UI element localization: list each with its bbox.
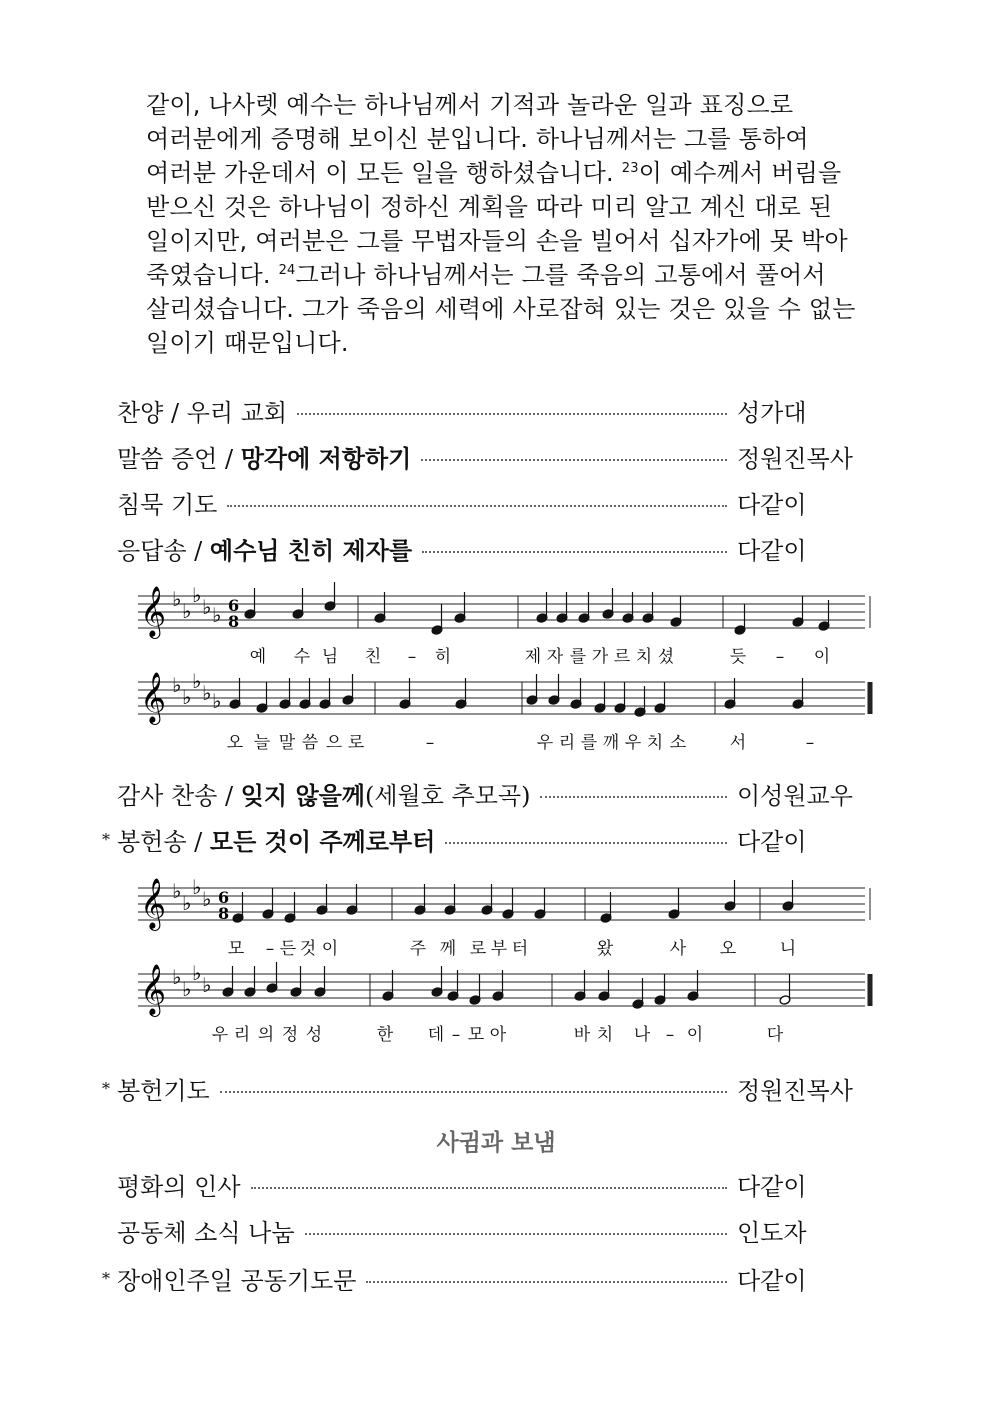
scripture-line: 일이지만, 여러분은 그를 무법자들의 손을 빌어서 십자가에 못 박아 (146, 227, 848, 255)
lyric-syllable: 으 (325, 733, 343, 753)
scripture-line: 같이, 나사렛 예수는 하나님께서 기적과 놀라운 일과 표징으로 (146, 91, 794, 119)
treble-clef: 𝄞 (140, 878, 167, 929)
lyric-syllable: – (407, 647, 417, 667)
flat-sign: ♭ (182, 977, 192, 1001)
flat-sign: ♭ (172, 587, 182, 611)
lyric-syllable: 모 (227, 939, 245, 959)
lyric-syllable: 아 (489, 1025, 507, 1045)
lyric-syllable: 것 (299, 939, 317, 959)
lyric-syllable: 데 (427, 1025, 445, 1045)
lyric-syllable: 터 (511, 939, 529, 959)
time-signature-bottom: 8 (228, 612, 240, 631)
treble-clef: 𝄞 (140, 672, 167, 723)
order-leader: 다같이 (737, 490, 807, 519)
leader-dots (297, 413, 727, 415)
lyric-syllable: 우 (211, 1025, 229, 1045)
flat-sign: ♭ (182, 685, 192, 709)
lyric-syllable: 우 (536, 733, 554, 753)
order-leader: 성가대 (737, 398, 807, 427)
lyric-syllable: 왔 (596, 939, 614, 959)
lyric-syllable: 셨 (657, 647, 675, 667)
scripture-line: 일이기 때문입니다. (146, 329, 349, 357)
lyric-syllable: 를 (580, 733, 598, 753)
order-leader: 정원진목사 (737, 1076, 853, 1105)
treble-clef: 𝄞 (140, 586, 167, 637)
lyric-syllable: 자 (546, 647, 564, 667)
scripture-line: 여러분 가운데서 이 모든 일을 행하셨습니다. $^{23}$이 예수께서 버림을 (146, 159, 842, 187)
order-leader: 정원진목사 (737, 444, 853, 473)
lyric-syllable: 정 (281, 1025, 299, 1045)
lyric-syllable: – (805, 733, 815, 753)
order-leader: 다같이 (737, 1172, 807, 1201)
scripture-line: 받으신 것은 하나님이 정하신 계획을 따라 미리 알고 계신 대로 된 (146, 193, 833, 221)
flat-sign: ♭ (192, 583, 202, 607)
scripture-line: 살리셨습니다. 그가 죽음의 세력에 사로잡혀 있는 것은 있을 수 없는 (146, 295, 856, 323)
order-leader: 다같이 (737, 536, 807, 565)
flat-sign: ♭ (172, 965, 182, 989)
lyric-syllable: 말 (278, 733, 296, 753)
lyric-syllable: 가 (591, 647, 609, 667)
flat-sign: ♭ (212, 689, 222, 713)
lyric-syllable: 오 (226, 733, 244, 753)
section-title: 사귐과 보냄 (436, 1130, 556, 1156)
lyric-syllable: 님 (321, 647, 339, 667)
lyric-syllable: 르 (613, 647, 631, 667)
lyric-syllable: 사 (669, 939, 687, 959)
lyric-syllable: 성 (305, 1025, 323, 1045)
leader-dots (251, 1187, 727, 1189)
leader-dots (421, 459, 727, 461)
flat-sign: ♭ (182, 599, 192, 623)
flat-sign: ♭ (192, 961, 202, 985)
leader-dots (422, 551, 727, 553)
lyric-syllable: 치 (635, 647, 653, 667)
lyric-syllable: 로 (469, 939, 487, 959)
order-item-sermon (95, 438, 897, 474)
lyric-syllable: 히 (434, 647, 452, 667)
lyric-syllable: 이 (813, 647, 831, 667)
lyric-syllable: 든 (279, 939, 297, 959)
lyric-syllable: 예 (249, 647, 267, 667)
flat-sign: ♭ (172, 673, 182, 697)
order-leader: 다같이 (737, 1266, 807, 1295)
lyric-syllable: 리 (558, 733, 576, 753)
order-item-silent-prayer (95, 484, 897, 520)
order-label: 찬양 / 우리 교회 (117, 398, 288, 427)
lyric-syllable: 의 (257, 1025, 275, 1045)
lyric-syllable: 소 (669, 733, 687, 753)
order-item-offertory-prayer (95, 1070, 897, 1106)
asterisk-mark: * (102, 829, 110, 849)
leader-dots (366, 1281, 727, 1283)
lyric-syllable: 친 (364, 647, 382, 667)
lyric-syllable: – (265, 939, 275, 959)
flat-sign: ♭ (192, 669, 202, 693)
lyric-syllable: 리 (233, 1025, 251, 1045)
flat-sign: ♭ (202, 595, 212, 619)
order-item-disability-prayer (95, 1260, 897, 1296)
leader-dots (305, 1233, 727, 1235)
time-signature-top: 6 (228, 596, 240, 615)
order-item-announcements (95, 1212, 897, 1248)
time-signature-bottom: 8 (218, 904, 230, 923)
offertory-song-score (130, 874, 890, 1054)
lyric-syllable: 늘 (253, 733, 271, 753)
lyric-syllable: 모 (467, 1025, 485, 1045)
order-label: 응답송 / 예수님 친히 제자를 (117, 536, 413, 565)
scripture-line: 죽였습니다. $^{24}$그러나 하나님께서는 그를 죽음의 고통에서 풀어서 (146, 261, 826, 289)
lyric-syllable: 를 (569, 647, 587, 667)
flat-sign: ♭ (212, 603, 222, 627)
flat-sign: ♭ (202, 681, 212, 705)
lyric-syllable: 치 (646, 733, 664, 753)
scripture-line: 여러분에게 증명해 보이신 분입니다. 하나님께서는 그를 통하여 (146, 125, 809, 153)
order-leader: 다같이 (737, 827, 807, 856)
order-item-thanks-hymn (95, 775, 897, 811)
order-label: 말씀 증언 / 망각에 저항하기 (117, 444, 412, 473)
order-label: 봉헌기도 (117, 1076, 210, 1105)
order-label: 침묵 기도 (117, 490, 218, 519)
lyric-syllable: 나 (633, 1025, 651, 1045)
lyric-syllable: 제 (524, 647, 542, 667)
flat-sign: ♭ (202, 887, 212, 911)
scripture-passage (146, 88, 886, 360)
order-label: 감사 찬송 / 잊지 않을께(세월호 추모곡) (117, 781, 531, 810)
order-label: 공동체 소식 나눔 (117, 1218, 295, 1247)
lyric-syllable: 우 (624, 733, 642, 753)
response-song-score (130, 582, 890, 762)
lyric-syllable: – (425, 733, 435, 753)
lyric-syllable: 깨 (602, 733, 620, 753)
order-item-anthem (95, 392, 897, 428)
flat-sign: ♭ (192, 875, 202, 899)
asterisk-mark: * (102, 1268, 110, 1288)
lyric-syllable: 다 (766, 1025, 784, 1045)
lyric-syllable: – (451, 1025, 461, 1045)
lyric-syllable: – (775, 647, 785, 667)
order-leader: 이성원교우 (737, 781, 853, 810)
order-label: 장애인주일 공동기도문 (117, 1266, 357, 1295)
time-signature-top: 6 (218, 888, 230, 907)
lyric-syllable: 오 (719, 939, 737, 959)
lyric-syllable: 치 (596, 1025, 614, 1045)
flat-sign: ♭ (172, 879, 182, 903)
lyric-syllable: 듯 (729, 647, 747, 667)
order-item-offertory-song (95, 821, 897, 857)
verse-number: 23 (621, 161, 639, 176)
order-label: 평화의 인사 (117, 1172, 241, 1201)
lyric-syllable: – (665, 1025, 675, 1045)
lyric-syllable: 이 (321, 939, 339, 959)
flat-sign: ♭ (202, 973, 212, 997)
order-item-peace-greeting (95, 1166, 897, 1202)
lyric-syllable: 씀 (301, 733, 319, 753)
verse-number: 24 (278, 263, 296, 278)
lyric-syllable: 니 (779, 939, 797, 959)
lyric-syllable: 한 (376, 1025, 394, 1045)
lyric-syllable: 서 (729, 733, 747, 753)
leader-dots (540, 796, 727, 798)
lyric-syllable: 수 (293, 647, 311, 667)
leader-dots (445, 842, 727, 844)
order-label: 봉헌송 / 모든 것이 주께로부터 (117, 827, 436, 856)
leader-dots (227, 505, 727, 507)
asterisk-mark: * (102, 1078, 110, 1098)
order-leader: 인도자 (737, 1218, 807, 1247)
lyric-syllable: 주 (409, 939, 427, 959)
lyric-syllable: 이 (686, 1025, 704, 1045)
lyric-syllable: 바 (573, 1025, 591, 1045)
lyric-syllable: 께 (439, 939, 457, 959)
treble-clef: 𝄞 (140, 964, 167, 1015)
leader-dots (220, 1091, 727, 1093)
lyric-syllable: 부 (490, 939, 508, 959)
flat-sign: ♭ (182, 891, 192, 915)
lyric-syllable: 로 (347, 733, 365, 753)
order-item-response-song (95, 530, 897, 566)
